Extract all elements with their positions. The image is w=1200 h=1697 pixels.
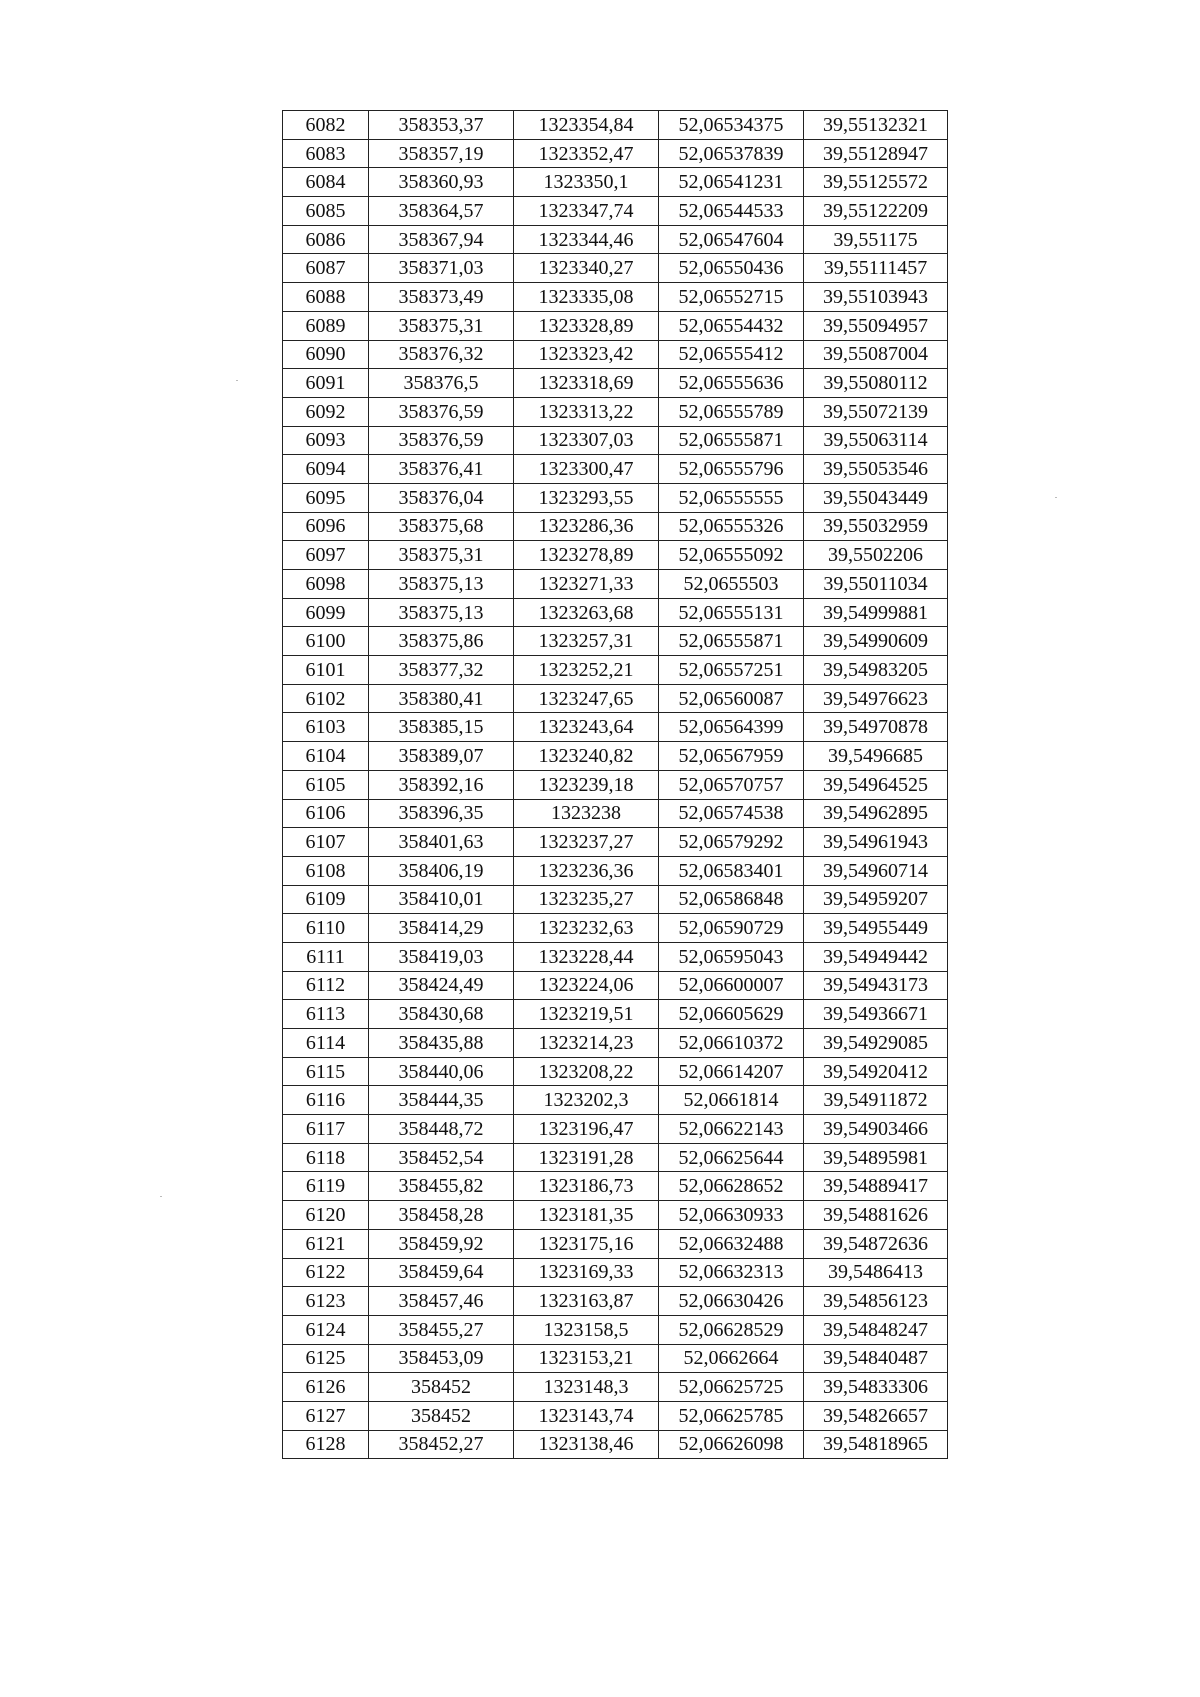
y-coordinate-cell: 1323350,1 [514, 168, 659, 197]
y-coordinate-cell: 1323214,23 [514, 1029, 659, 1058]
table-row [283, 1000, 948, 1029]
x-coordinate-cell: 358360,93 [369, 168, 514, 197]
table-row [283, 1172, 948, 1201]
table-row [283, 397, 948, 426]
y-coordinate-cell: 1323335,08 [514, 283, 659, 312]
x-coordinate-cell: 358435,88 [369, 1029, 514, 1058]
table-row [283, 340, 948, 369]
point-number-cell: 6090 [283, 340, 369, 369]
table-row [283, 1287, 948, 1316]
point-number-cell: 6120 [283, 1201, 369, 1230]
y-coordinate-cell: 1323252,21 [514, 656, 659, 685]
latitude-cell: 52,06630426 [659, 1287, 804, 1316]
x-coordinate-cell: 358376,04 [369, 483, 514, 512]
longitude-cell: 39,55011034 [804, 570, 948, 599]
latitude-cell: 52,06567959 [659, 742, 804, 771]
longitude-cell: 39,54962895 [804, 799, 948, 828]
latitude-cell: 52,06552715 [659, 283, 804, 312]
latitude-cell: 52,06555412 [659, 340, 804, 369]
latitude-cell: 52,0661814 [659, 1086, 804, 1115]
x-coordinate-cell: 358375,86 [369, 627, 514, 656]
x-coordinate-cell: 358453,09 [369, 1344, 514, 1373]
table-row [283, 942, 948, 971]
table-row [283, 1373, 948, 1402]
latitude-cell: 52,0662664 [659, 1344, 804, 1373]
point-number-cell: 6094 [283, 455, 369, 484]
table-row [283, 1143, 948, 1172]
x-coordinate-cell: 358430,68 [369, 1000, 514, 1029]
table-row [283, 742, 948, 771]
latitude-cell: 52,06555871 [659, 627, 804, 656]
latitude-cell: 52,06541231 [659, 168, 804, 197]
longitude-cell: 39,54881626 [804, 1201, 948, 1230]
table-row [283, 799, 948, 828]
y-coordinate-cell: 1323238 [514, 799, 659, 828]
table-row [283, 197, 948, 226]
x-coordinate-cell: 358458,28 [369, 1201, 514, 1230]
latitude-cell: 52,06605629 [659, 1000, 804, 1029]
longitude-cell: 39,5496685 [804, 742, 948, 771]
longitude-cell: 39,55080112 [804, 369, 948, 398]
x-coordinate-cell: 358392,16 [369, 770, 514, 799]
point-number-cell: 6089 [283, 311, 369, 340]
x-coordinate-cell: 358371,03 [369, 254, 514, 283]
longitude-cell: 39,54970878 [804, 713, 948, 742]
table-row [283, 656, 948, 685]
longitude-cell: 39,55087004 [804, 340, 948, 369]
point-number-cell: 6084 [283, 168, 369, 197]
latitude-cell: 52,06579292 [659, 828, 804, 857]
table-row [283, 311, 948, 340]
y-coordinate-cell: 1323158,5 [514, 1315, 659, 1344]
table-row [283, 369, 948, 398]
x-coordinate-cell: 358448,72 [369, 1115, 514, 1144]
longitude-cell: 39,54895981 [804, 1143, 948, 1172]
latitude-cell: 52,06595043 [659, 942, 804, 971]
latitude-cell: 52,06628529 [659, 1315, 804, 1344]
table-row [283, 627, 948, 656]
longitude-cell: 39,54872636 [804, 1229, 948, 1258]
point-number-cell: 6125 [283, 1344, 369, 1373]
longitude-cell: 39,54960714 [804, 856, 948, 885]
longitude-cell: 39,54848247 [804, 1315, 948, 1344]
longitude-cell: 39,54964525 [804, 770, 948, 799]
x-coordinate-cell: 358367,94 [369, 225, 514, 254]
y-coordinate-cell: 1323202,3 [514, 1086, 659, 1115]
y-coordinate-cell: 1323240,82 [514, 742, 659, 771]
y-coordinate-cell: 1323293,55 [514, 483, 659, 512]
table-row [283, 1430, 948, 1459]
scan-speck [1055, 497, 1057, 498]
point-number-cell: 6111 [283, 942, 369, 971]
x-coordinate-cell: 358401,63 [369, 828, 514, 857]
x-coordinate-cell: 358455,27 [369, 1315, 514, 1344]
latitude-cell: 52,06614207 [659, 1057, 804, 1086]
longitude-cell: 39,54999881 [804, 598, 948, 627]
longitude-cell: 39,54833306 [804, 1373, 948, 1402]
y-coordinate-cell: 1323271,33 [514, 570, 659, 599]
longitude-cell: 39,54856123 [804, 1287, 948, 1316]
point-number-cell: 6082 [283, 111, 369, 140]
x-coordinate-cell: 358364,57 [369, 197, 514, 226]
longitude-cell: 39,54818965 [804, 1430, 948, 1459]
latitude-cell: 52,06555326 [659, 512, 804, 541]
y-coordinate-cell: 1323247,65 [514, 684, 659, 713]
longitude-cell: 39,55063114 [804, 426, 948, 455]
point-number-cell: 6086 [283, 225, 369, 254]
x-coordinate-cell: 358375,31 [369, 311, 514, 340]
table-row [283, 139, 948, 168]
point-number-cell: 6113 [283, 1000, 369, 1029]
longitude-cell: 39,5486413 [804, 1258, 948, 1287]
x-coordinate-cell: 358452 [369, 1401, 514, 1430]
latitude-cell: 52,06630933 [659, 1201, 804, 1230]
x-coordinate-cell: 358389,07 [369, 742, 514, 771]
y-coordinate-cell: 1323219,51 [514, 1000, 659, 1029]
latitude-cell: 52,06555789 [659, 397, 804, 426]
point-number-cell: 6099 [283, 598, 369, 627]
point-number-cell: 6114 [283, 1029, 369, 1058]
latitude-cell: 52,06555871 [659, 426, 804, 455]
table-row [283, 1201, 948, 1230]
point-number-cell: 6083 [283, 139, 369, 168]
coordinates-table-body [283, 111, 948, 1459]
latitude-cell: 52,06610372 [659, 1029, 804, 1058]
table-row [283, 111, 948, 140]
latitude-cell: 52,06622143 [659, 1115, 804, 1144]
x-coordinate-cell: 358376,41 [369, 455, 514, 484]
x-coordinate-cell: 358376,5 [369, 369, 514, 398]
point-number-cell: 6087 [283, 254, 369, 283]
longitude-cell: 39,55132321 [804, 111, 948, 140]
table-row [283, 570, 948, 599]
table-row [283, 1029, 948, 1058]
latitude-cell: 52,06555636 [659, 369, 804, 398]
longitude-cell: 39,55128947 [804, 139, 948, 168]
longitude-cell: 39,55053546 [804, 455, 948, 484]
point-number-cell: 6106 [283, 799, 369, 828]
point-number-cell: 6128 [283, 1430, 369, 1459]
table-row [283, 598, 948, 627]
y-coordinate-cell: 1323228,44 [514, 942, 659, 971]
latitude-cell: 52,06590729 [659, 914, 804, 943]
table-row [283, 1086, 948, 1115]
longitude-cell: 39,54826657 [804, 1401, 948, 1430]
table-row [283, 483, 948, 512]
longitude-cell: 39,551175 [804, 225, 948, 254]
y-coordinate-cell: 1323191,28 [514, 1143, 659, 1172]
x-coordinate-cell: 358459,64 [369, 1258, 514, 1287]
point-number-cell: 6093 [283, 426, 369, 455]
x-coordinate-cell: 358375,31 [369, 541, 514, 570]
table-row [283, 856, 948, 885]
y-coordinate-cell: 1323235,27 [514, 885, 659, 914]
x-coordinate-cell: 358459,92 [369, 1229, 514, 1258]
latitude-cell: 52,06555131 [659, 598, 804, 627]
x-coordinate-cell: 358440,06 [369, 1057, 514, 1086]
point-number-cell: 6115 [283, 1057, 369, 1086]
point-number-cell: 6116 [283, 1086, 369, 1115]
y-coordinate-cell: 1323318,69 [514, 369, 659, 398]
y-coordinate-cell: 1323239,18 [514, 770, 659, 799]
longitude-cell: 39,55094957 [804, 311, 948, 340]
x-coordinate-cell: 358410,01 [369, 885, 514, 914]
latitude-cell: 52,06534375 [659, 111, 804, 140]
point-number-cell: 6098 [283, 570, 369, 599]
y-coordinate-cell: 1323344,46 [514, 225, 659, 254]
table-row [283, 455, 948, 484]
x-coordinate-cell: 358452,54 [369, 1143, 514, 1172]
latitude-cell: 52,06570757 [659, 770, 804, 799]
y-coordinate-cell: 1323237,27 [514, 828, 659, 857]
table-row [283, 1401, 948, 1430]
latitude-cell: 52,06564399 [659, 713, 804, 742]
longitude-cell: 39,55125572 [804, 168, 948, 197]
y-coordinate-cell: 1323300,47 [514, 455, 659, 484]
y-coordinate-cell: 1323153,21 [514, 1344, 659, 1373]
latitude-cell: 52,06544533 [659, 197, 804, 226]
table-row [283, 885, 948, 914]
longitude-cell: 39,55032959 [804, 512, 948, 541]
table-row [283, 914, 948, 943]
point-number-cell: 6085 [283, 197, 369, 226]
table-row [283, 512, 948, 541]
table-row [283, 770, 948, 799]
y-coordinate-cell: 1323257,31 [514, 627, 659, 656]
table-row [283, 1229, 948, 1258]
point-number-cell: 6121 [283, 1229, 369, 1258]
table-row [283, 1057, 948, 1086]
x-coordinate-cell: 358444,35 [369, 1086, 514, 1115]
y-coordinate-cell: 1323263,68 [514, 598, 659, 627]
y-coordinate-cell: 1323243,64 [514, 713, 659, 742]
y-coordinate-cell: 1323148,3 [514, 1373, 659, 1402]
longitude-cell: 39,54903466 [804, 1115, 948, 1144]
latitude-cell: 52,06555092 [659, 541, 804, 570]
x-coordinate-cell: 358376,59 [369, 397, 514, 426]
x-coordinate-cell: 358375,13 [369, 570, 514, 599]
y-coordinate-cell: 1323328,89 [514, 311, 659, 340]
table-row [283, 541, 948, 570]
longitude-cell: 39,54936671 [804, 1000, 948, 1029]
x-coordinate-cell: 358419,03 [369, 942, 514, 971]
table-row [283, 971, 948, 1000]
y-coordinate-cell: 1323224,06 [514, 971, 659, 1000]
latitude-cell: 52,06554432 [659, 311, 804, 340]
y-coordinate-cell: 1323143,74 [514, 1401, 659, 1430]
longitude-cell: 39,54911872 [804, 1086, 948, 1115]
point-number-cell: 6091 [283, 369, 369, 398]
table-row [283, 1315, 948, 1344]
x-coordinate-cell: 358452 [369, 1373, 514, 1402]
longitude-cell: 39,54955449 [804, 914, 948, 943]
x-coordinate-cell: 358376,32 [369, 340, 514, 369]
longitude-cell: 39,54943173 [804, 971, 948, 1000]
point-number-cell: 6124 [283, 1315, 369, 1344]
point-number-cell: 6096 [283, 512, 369, 541]
point-number-cell: 6092 [283, 397, 369, 426]
x-coordinate-cell: 358377,32 [369, 656, 514, 685]
latitude-cell: 52,06628652 [659, 1172, 804, 1201]
point-number-cell: 6110 [283, 914, 369, 943]
y-coordinate-cell: 1323340,27 [514, 254, 659, 283]
y-coordinate-cell: 1323169,33 [514, 1258, 659, 1287]
x-coordinate-cell: 358380,41 [369, 684, 514, 713]
y-coordinate-cell: 1323186,73 [514, 1172, 659, 1201]
y-coordinate-cell: 1323313,22 [514, 397, 659, 426]
table-row [283, 713, 948, 742]
x-coordinate-cell: 358376,59 [369, 426, 514, 455]
latitude-cell: 52,06625725 [659, 1373, 804, 1402]
latitude-cell: 52,06583401 [659, 856, 804, 885]
latitude-cell: 52,06632313 [659, 1258, 804, 1287]
point-number-cell: 6101 [283, 656, 369, 685]
longitude-cell: 39,54959207 [804, 885, 948, 914]
longitude-cell: 39,55103943 [804, 283, 948, 312]
y-coordinate-cell: 1323352,47 [514, 139, 659, 168]
table-row [283, 684, 948, 713]
x-coordinate-cell: 358414,29 [369, 914, 514, 943]
latitude-cell: 52,06557251 [659, 656, 804, 685]
y-coordinate-cell: 1323181,35 [514, 1201, 659, 1230]
y-coordinate-cell: 1323208,22 [514, 1057, 659, 1086]
table-row [283, 254, 948, 283]
longitude-cell: 39,54961943 [804, 828, 948, 857]
longitude-cell: 39,54949442 [804, 942, 948, 971]
y-coordinate-cell: 1323138,46 [514, 1430, 659, 1459]
latitude-cell: 52,06632488 [659, 1229, 804, 1258]
point-number-cell: 6112 [283, 971, 369, 1000]
y-coordinate-cell: 1323347,74 [514, 197, 659, 226]
scan-speck [160, 1196, 162, 1197]
y-coordinate-cell: 1323163,87 [514, 1287, 659, 1316]
latitude-cell: 52,06555796 [659, 455, 804, 484]
table-row [283, 225, 948, 254]
table-row [283, 828, 948, 857]
latitude-cell: 52,06626098 [659, 1430, 804, 1459]
x-coordinate-cell: 358396,35 [369, 799, 514, 828]
y-coordinate-cell: 1323196,47 [514, 1115, 659, 1144]
point-number-cell: 6127 [283, 1401, 369, 1430]
x-coordinate-cell: 358373,49 [369, 283, 514, 312]
y-coordinate-cell: 1323278,89 [514, 541, 659, 570]
longitude-cell: 39,54889417 [804, 1172, 948, 1201]
longitude-cell: 39,5502206 [804, 541, 948, 570]
coordinates-table [282, 110, 948, 1459]
latitude-cell: 52,06537839 [659, 139, 804, 168]
y-coordinate-cell: 1323354,84 [514, 111, 659, 140]
point-number-cell: 6100 [283, 627, 369, 656]
x-coordinate-cell: 358353,37 [369, 111, 514, 140]
y-coordinate-cell: 1323175,16 [514, 1229, 659, 1258]
latitude-cell: 52,06625644 [659, 1143, 804, 1172]
y-coordinate-cell: 1323286,36 [514, 512, 659, 541]
point-number-cell: 6108 [283, 856, 369, 885]
x-coordinate-cell: 358375,68 [369, 512, 514, 541]
point-number-cell: 6117 [283, 1115, 369, 1144]
latitude-cell: 52,06560087 [659, 684, 804, 713]
latitude-cell: 52,0655503 [659, 570, 804, 599]
point-number-cell: 6119 [283, 1172, 369, 1201]
point-number-cell: 6105 [283, 770, 369, 799]
point-number-cell: 6118 [283, 1143, 369, 1172]
longitude-cell: 39,55122209 [804, 197, 948, 226]
scan-speck [236, 380, 238, 381]
point-number-cell: 6123 [283, 1287, 369, 1316]
table-row [283, 1115, 948, 1144]
longitude-cell: 39,54840487 [804, 1344, 948, 1373]
point-number-cell: 6104 [283, 742, 369, 771]
y-coordinate-cell: 1323307,03 [514, 426, 659, 455]
y-coordinate-cell: 1323323,42 [514, 340, 659, 369]
y-coordinate-cell: 1323232,63 [514, 914, 659, 943]
point-number-cell: 6109 [283, 885, 369, 914]
point-number-cell: 6122 [283, 1258, 369, 1287]
longitude-cell: 39,55072139 [804, 397, 948, 426]
x-coordinate-cell: 358385,15 [369, 713, 514, 742]
table-row [283, 426, 948, 455]
latitude-cell: 52,06574538 [659, 799, 804, 828]
longitude-cell: 39,55043449 [804, 483, 948, 512]
x-coordinate-cell: 358457,46 [369, 1287, 514, 1316]
x-coordinate-cell: 358455,82 [369, 1172, 514, 1201]
longitude-cell: 39,54976623 [804, 684, 948, 713]
point-number-cell: 6095 [283, 483, 369, 512]
point-number-cell: 6097 [283, 541, 369, 570]
table-row [283, 1258, 948, 1287]
longitude-cell: 39,54929085 [804, 1029, 948, 1058]
x-coordinate-cell: 358406,19 [369, 856, 514, 885]
point-number-cell: 6102 [283, 684, 369, 713]
point-number-cell: 6107 [283, 828, 369, 857]
latitude-cell: 52,06555555 [659, 483, 804, 512]
x-coordinate-cell: 358357,19 [369, 139, 514, 168]
longitude-cell: 39,54990609 [804, 627, 948, 656]
point-number-cell: 6103 [283, 713, 369, 742]
latitude-cell: 52,06550436 [659, 254, 804, 283]
point-number-cell: 6088 [283, 283, 369, 312]
longitude-cell: 39,55111457 [804, 254, 948, 283]
x-coordinate-cell: 358452,27 [369, 1430, 514, 1459]
latitude-cell: 52,06547604 [659, 225, 804, 254]
x-coordinate-cell: 358375,13 [369, 598, 514, 627]
table-row [283, 1344, 948, 1373]
x-coordinate-cell: 358424,49 [369, 971, 514, 1000]
longitude-cell: 39,54983205 [804, 656, 948, 685]
longitude-cell: 39,54920412 [804, 1057, 948, 1086]
table-row [283, 283, 948, 312]
point-number-cell: 6126 [283, 1373, 369, 1402]
latitude-cell: 52,06625785 [659, 1401, 804, 1430]
table-row [283, 168, 948, 197]
y-coordinate-cell: 1323236,36 [514, 856, 659, 885]
latitude-cell: 52,06586848 [659, 885, 804, 914]
latitude-cell: 52,06600007 [659, 971, 804, 1000]
